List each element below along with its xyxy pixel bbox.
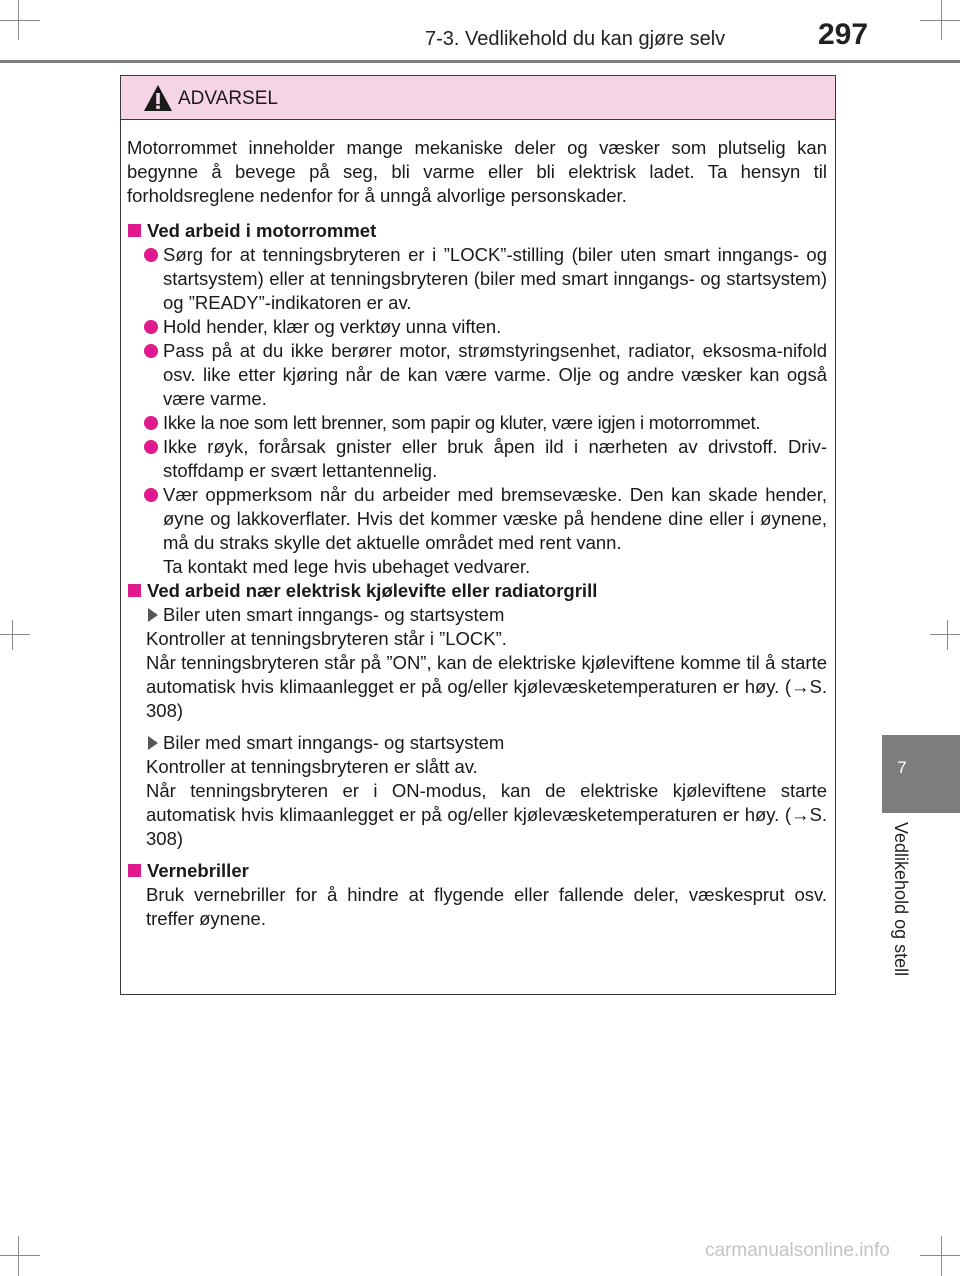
circle-bullet-icon: [144, 344, 158, 358]
sub-condition: Biler med smart inngangs- og startsystem: [127, 731, 827, 755]
triangle-right-icon: [148, 608, 158, 622]
square-bullet-icon: [128, 224, 141, 237]
list-item-extra: Ta kontakt med lege hvis ubehaget vedvarer.: [163, 556, 531, 577]
crop-mark: [947, 620, 948, 650]
list-item: Ikke røyk, forårsak gnister eller bruk åpen ild i nærheten av drivstoff. Driv-stoffdamp er svært lettantennelig.: [127, 435, 827, 483]
paragraph: Kontroller at tenningsbryteren står i ”LOCK”. Når tenningsbryteren står på ”ON”, kan de elektriske kjøleviftene komme til å starte automatisk hvis klimaanlegget er på og/eller kjølevæsketemperaturen er høy. (→S. 308): [146, 628, 827, 721]
circle-bullet-icon: [144, 416, 158, 430]
triangle-right-icon: [148, 736, 158, 750]
paragraph: Kontroller at tenningsbryteren er slått av. Når tenningsbryteren er i ON-modus, kan de elektriske kjøleviftene starte automatisk hvis klimaanlegget er på og/eller kjølevæsketemperaturen er høy. (→S. 308): [146, 756, 827, 849]
crop-mark: [0, 634, 30, 635]
crop-mark: [941, 0, 942, 40]
header-rule: [0, 60, 960, 63]
warning-title: ADVARSEL: [178, 88, 278, 109]
section-heading: Ved arbeid i motorrommet: [127, 219, 827, 243]
circle-bullet-icon: [144, 440, 158, 454]
list-item: Ikke la noe som lett brenner, som papir og kluter, være igjen i motorrommet.: [127, 411, 827, 435]
warning-content: [127, 136, 827, 939]
square-bullet-icon: [128, 584, 141, 597]
section-heading: Vernebriller: [127, 859, 827, 883]
crop-mark: [12, 620, 13, 650]
crop-mark: [930, 634, 960, 635]
crop-mark: [18, 1236, 19, 1276]
warning-triangle-icon: [143, 84, 173, 112]
section-header: 7-3. Vedlikehold du kan gjøre selv: [425, 28, 726, 50]
crop-mark: [941, 1236, 942, 1276]
square-bullet-icon: [128, 864, 141, 877]
page-number: 297: [818, 18, 869, 51]
circle-bullet-icon: [144, 320, 158, 334]
crop-mark: [18, 0, 19, 40]
crop-mark: [920, 20, 960, 21]
warning-header: [121, 76, 835, 120]
list-item: Sørg for at tenningsbryteren er i ”LOCK”-stilling (biler uten smart inngangs- og startsystem) eller at tenningsbryteren (biler med smart inngangs- og startsystem) og ”READY”-indikatoren er av.: [127, 243, 827, 315]
list-item: Hold hender, klær og verktøy unna viften.: [127, 315, 827, 339]
crop-mark: [0, 1255, 40, 1256]
warning-intro: Motorrommet inneholder mange mekaniske deler og væsker som plutselig kan begynne å bevege på seg, bli varme eller bli elektrisk ladet. Ta hensyn til forholdsreglene nedenfor for å unngå alvorlige personskader.: [127, 137, 827, 206]
sub-condition: Biler uten smart inngangs- og startsystem: [127, 603, 827, 627]
watermark: carmanualsonline.info: [705, 1240, 890, 1261]
crop-mark: [920, 1255, 960, 1256]
paragraph: Bruk vernebriller for å hindre at flygende eller fallende deler, væskesprut osv. treffer øynene.: [146, 884, 827, 929]
section-heading: Ved arbeid nær elektrisk kjølevifte eller radiatorgrill: [127, 579, 827, 603]
list-item: Vær oppmerksom når du arbeider med bremsevæske. Den kan skade hender, øyne og lakkoverflater. Hvis det kommer væske på hendene dine eller i øynene, må du straks skylle det aktuelle området med rent vann. Ta kontakt med lege hvis ubehaget vedvarer.: [127, 483, 827, 579]
crop-mark: [0, 20, 40, 21]
list-item: Pass på at du ikke berører motor, strømstyringsenhet, radiator, eksosma-nifold osv. like etter kjøring når de kan være varme. Olje og andre væsker kan også være varme.: [127, 339, 827, 411]
circle-bullet-icon: [144, 488, 158, 502]
chapter-number: 7: [897, 758, 907, 777]
chapter-label: Vedlikehold og stell: [891, 822, 911, 977]
warning-box: [120, 75, 836, 995]
circle-bullet-icon: [144, 248, 158, 262]
